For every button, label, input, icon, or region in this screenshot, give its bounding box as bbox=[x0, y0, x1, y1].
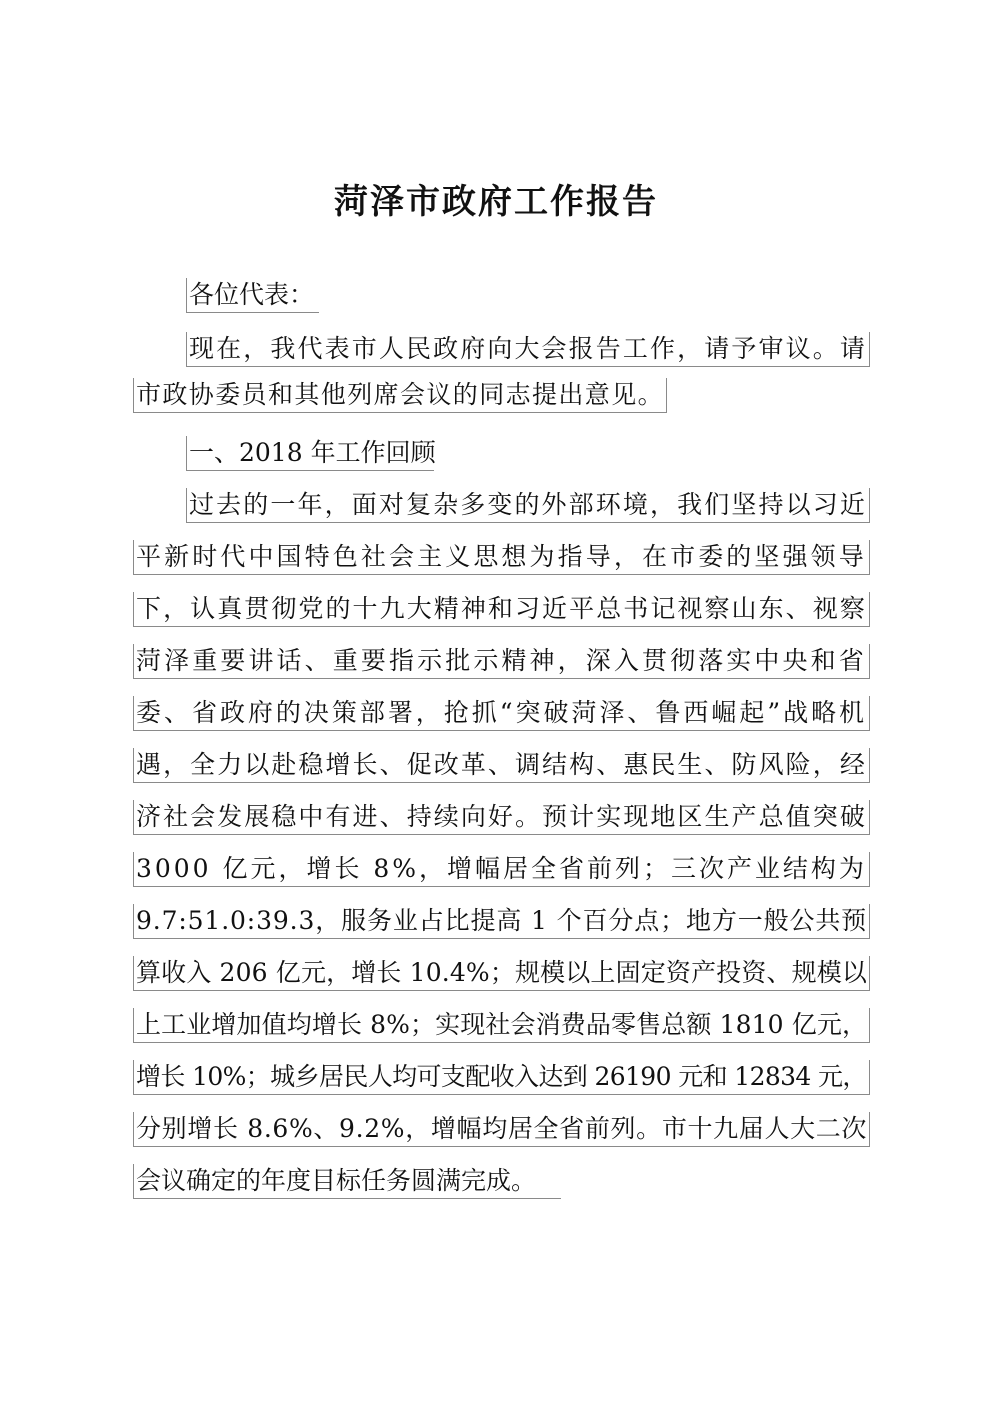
body-line: 9.7:51.0:39.3，服务业占比提高 1 个百分点；地方一般公共预 bbox=[133, 904, 870, 939]
intro-line-1: 现在，我代表市人民政府向大会报告工作，请予审议。请 bbox=[186, 332, 870, 367]
body-line: 菏泽重要讲话、重要指示批示精神，深入贯彻落实中央和省 bbox=[133, 644, 870, 679]
body-line: 下，认真贯彻党的十九大精神和习近平总书记视察山东、视察 bbox=[133, 592, 870, 627]
body-line: 济社会发展稳中有进、持续向好。预计实现地区生产总值突破 bbox=[133, 800, 870, 835]
document-title: 菏泽市政府工作报告 bbox=[334, 182, 658, 222]
body-line: 过去的一年，面对复杂多变的外部环境，我们坚持以习近 bbox=[186, 488, 870, 523]
body-line: 3000 亿元，增长 8%，增幅居全省前列；三次产业结构为 bbox=[133, 852, 870, 887]
salutation: 各位代表： bbox=[186, 278, 319, 313]
intro-line-2: 市政协委员和其他列席会议的同志提出意见。 bbox=[133, 378, 667, 413]
section-heading: 一、2018 年工作回顾 bbox=[186, 436, 434, 471]
body-line: 分别增长 8.6%、9.2%，增幅均居全省前列。市十九届人大二次 bbox=[133, 1112, 870, 1147]
body-line: 委、省政府的决策部署，抢抓“突破菏泽、鲁西崛起”战略机 bbox=[133, 696, 870, 731]
body-line: 遇，全力以赴稳增长、促改革、调结构、惠民生、防风险，经 bbox=[133, 748, 870, 783]
body-line: 会议确定的年度目标任务圆满完成。 bbox=[133, 1164, 561, 1199]
body-line: 平新时代中国特色社会主义思想为指导，在市委的坚强领导 bbox=[133, 540, 870, 575]
body-line: 增长 10%；城乡居民人均可支配收入达到 26190 元和 12834 元， bbox=[133, 1060, 870, 1095]
body-line: 算收入 206 亿元，增长 10.4%；规模以上固定资产投资、规模以 bbox=[133, 956, 870, 991]
body-line: 上工业增加值均增长 8%；实现社会消费品零售总额 1810 亿元， bbox=[133, 1008, 870, 1043]
